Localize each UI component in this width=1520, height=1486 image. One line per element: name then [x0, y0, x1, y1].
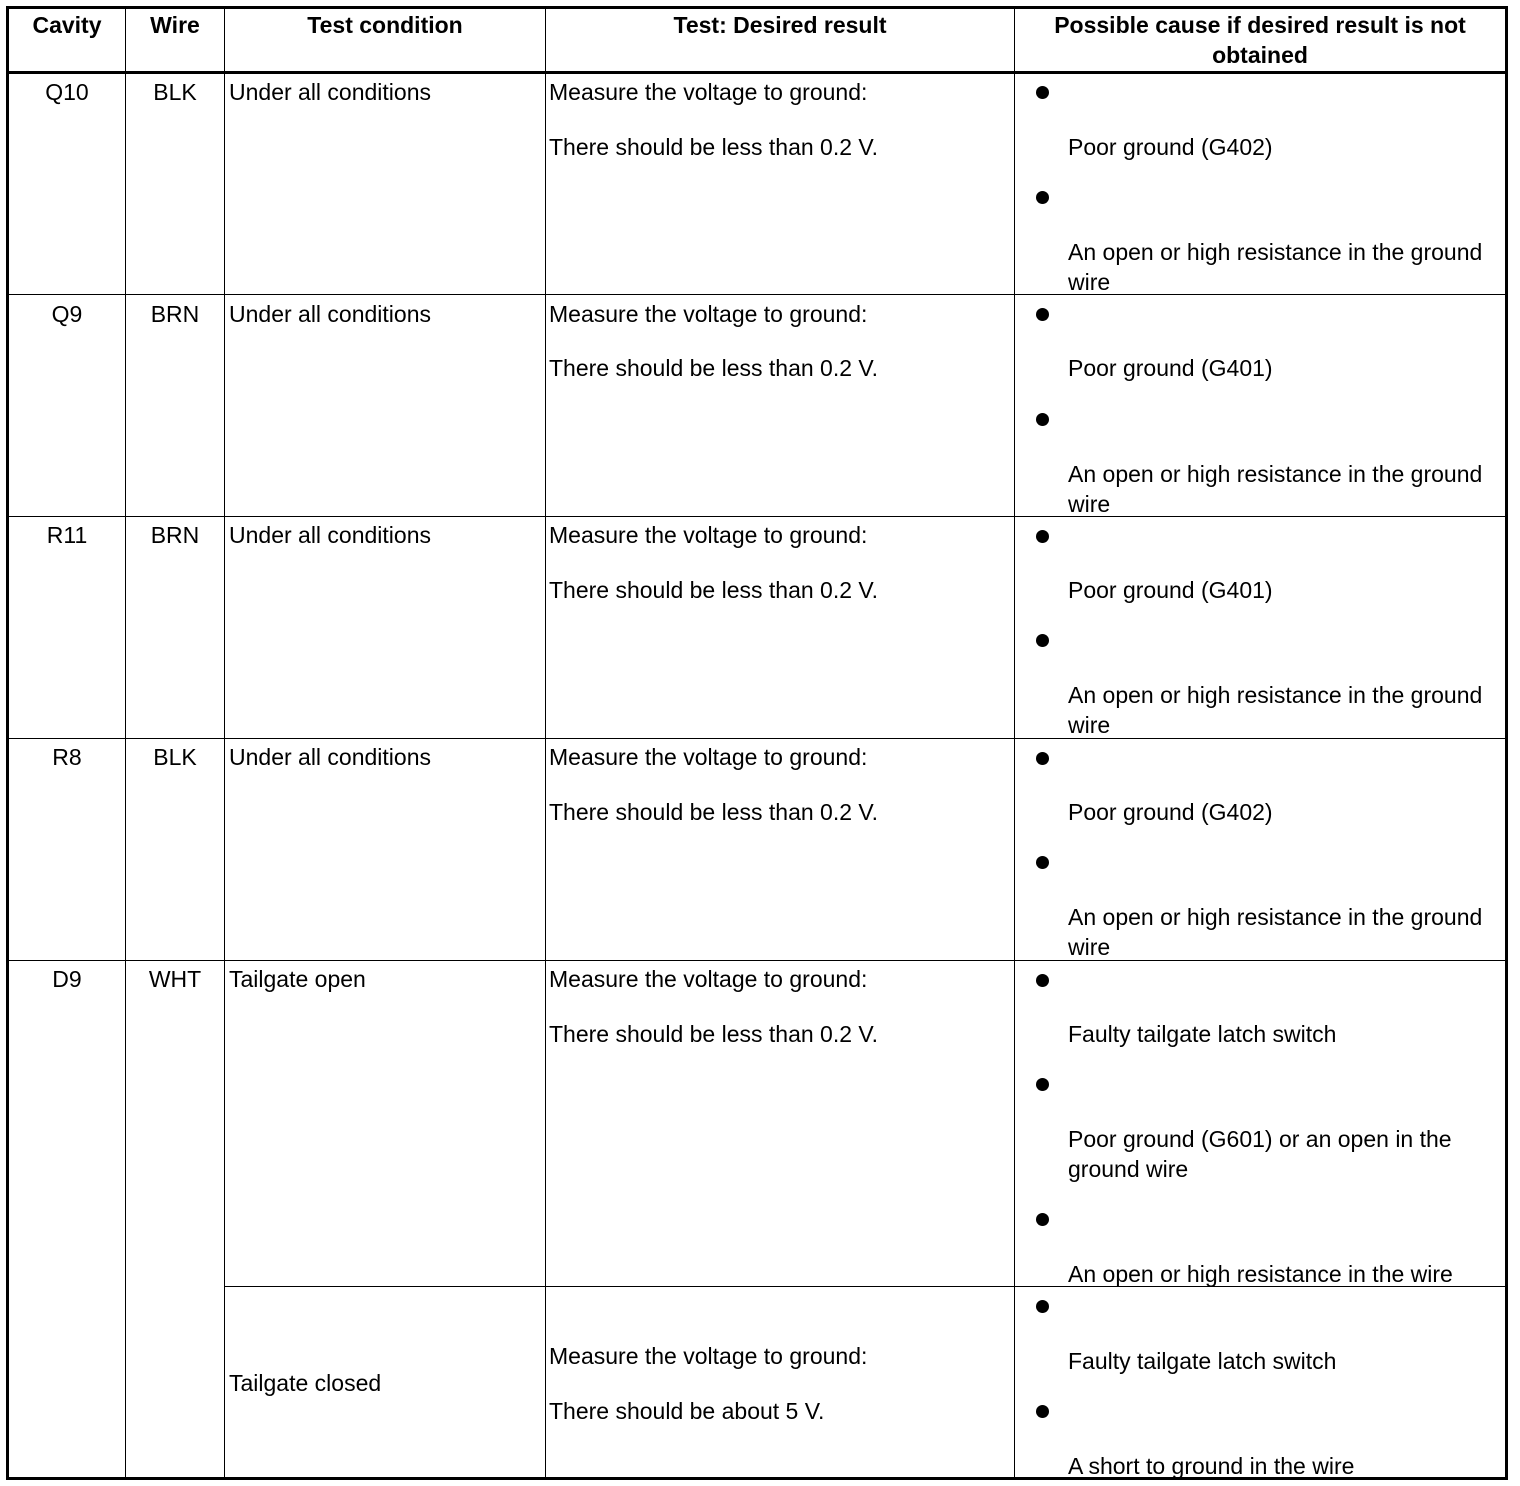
cavity-cell: R8 [52, 744, 82, 770]
desired-value: There should be less than 0.2 V. [549, 355, 879, 381]
desired-measure: Measure the voltage to ground: [549, 1343, 868, 1369]
wire-cell: BRN [150, 522, 200, 548]
desired-measure: Measure the voltage to ground: [549, 966, 868, 992]
bullet-icon [1036, 1405, 1049, 1418]
cause-item: Faulty tailgate latch switch [1068, 1348, 1337, 1374]
bullet-icon [1036, 634, 1049, 647]
condition-cell: Under all conditions [229, 79, 432, 105]
condition-cell: Tailgate open [229, 966, 366, 992]
cause-item: A short to ground in the wire [1068, 1453, 1355, 1479]
column-divider [545, 8, 546, 1478]
bullet-icon [1036, 308, 1049, 321]
bullet-icon [1036, 1213, 1049, 1226]
wire-cell: WHT [148, 966, 202, 992]
desired-value: There should be less than 0.2 V. [549, 799, 879, 825]
cavity-cell: R11 [46, 522, 88, 548]
bullet-icon [1036, 191, 1049, 204]
desired-measure: Measure the voltage to ground: [549, 301, 868, 327]
header-cavity: Cavity [32, 12, 102, 38]
cause-item: Faulty tailgate latch switch [1068, 1021, 1337, 1047]
condition-cell: Under all conditions [229, 301, 432, 327]
desired-value: There should be less than 0.2 V. [549, 134, 879, 160]
desired-value: There should be less than 0.2 V. [549, 577, 879, 603]
cavity-cell: D9 [52, 966, 82, 992]
bullet-icon [1036, 1300, 1049, 1313]
header-wire: Wire [150, 12, 200, 38]
bullet-icon [1036, 752, 1049, 765]
bullet-icon [1036, 413, 1049, 426]
cavity-cell: Q9 [51, 301, 83, 327]
desired-value: There should be less than 0.2 V. [549, 1021, 879, 1047]
cause-item: An open or high resistance in the ground wire [1068, 239, 1483, 295]
cause-item: Poor ground (G402) [1068, 799, 1273, 825]
wire-cell: BRN [150, 301, 200, 327]
bullet-icon [1036, 530, 1049, 543]
condition-cell: Tailgate closed [229, 1370, 382, 1396]
bullet-icon [1036, 974, 1049, 987]
cause-item: An open or high resistance in the ground wire [1068, 682, 1483, 738]
cause-item: An open or high resistance in the ground wire [1068, 461, 1483, 517]
desired-measure: Measure the voltage to ground: [549, 79, 868, 105]
cause-item: Poor ground (G401) [1068, 577, 1273, 603]
cause-item: An open or high resistance in the wire [1068, 1261, 1453, 1287]
condition-cell: Under all conditions [229, 522, 432, 548]
cause-item: An open or high resistance in the ground wire [1068, 904, 1483, 960]
header-desired-result: Test: Desired result [673, 12, 887, 38]
header-test-condition: Test condition [307, 12, 463, 38]
cause-item: Poor ground (G601) or an open in the ground wire [1068, 1126, 1452, 1182]
wire-cell: BLK [153, 79, 197, 105]
cavity-cell: Q10 [45, 79, 89, 105]
cause-item: Poor ground (G401) [1068, 355, 1273, 381]
column-divider [224, 8, 225, 1478]
desired-measure: Measure the voltage to ground: [549, 522, 868, 548]
bullet-icon [1036, 86, 1049, 99]
column-divider [1014, 8, 1015, 1478]
wire-cell: BLK [153, 744, 197, 770]
bullet-icon [1036, 856, 1049, 869]
desired-value: There should be about 5 V. [549, 1398, 825, 1424]
condition-cell: Under all conditions [229, 744, 432, 770]
cause-item: Poor ground (G402) [1068, 134, 1273, 160]
desired-measure: Measure the voltage to ground: [549, 744, 868, 770]
header-divider [8, 71, 1506, 74]
bullet-icon [1036, 1078, 1049, 1091]
header-possible-cause: Possible cause if desired result is not obtained [1054, 12, 1466, 68]
